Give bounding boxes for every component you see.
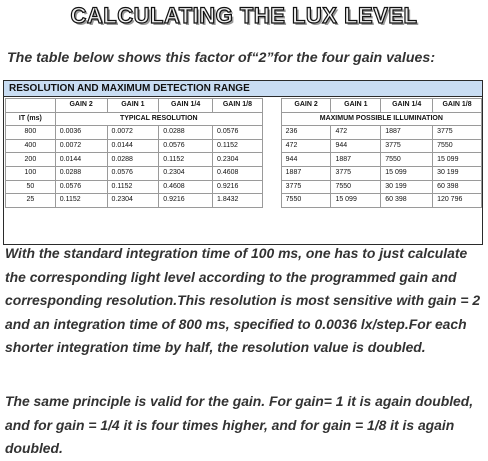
resolution-cell: 0.0288 xyxy=(107,153,159,167)
paragraph-1-line: With the standard integration time of 100 ms, one has to just calculate xyxy=(5,245,468,261)
paragraph-2 xyxy=(5,390,485,461)
it-header: IT (ms) xyxy=(6,112,56,126)
max-gain-header: GAIN 1 xyxy=(331,99,381,113)
paragraph-1-line: shorter integration time by half, the resolution value is doubled. xyxy=(5,339,426,355)
max-gain-header: GAIN 1/4 xyxy=(381,99,433,113)
resolution-cell: 0.0036 xyxy=(55,126,107,140)
max-illumination-cell: 3775 xyxy=(331,166,381,180)
max-illumination-cell: 236 xyxy=(281,126,331,140)
max-illumination-cell: 15 099 xyxy=(433,153,482,167)
resolution-cell: 0.4608 xyxy=(159,180,213,194)
column-gap xyxy=(262,99,281,113)
column-gap xyxy=(262,139,281,153)
table-row xyxy=(6,166,482,180)
max-illumination-cell: 30 199 xyxy=(381,180,433,194)
max-illumination-cell: 7550 xyxy=(331,180,381,194)
max-illumination-cell: 15 099 xyxy=(381,166,433,180)
resolution-cell: 0.1152 xyxy=(213,139,263,153)
max-illumination-cell: 1887 xyxy=(381,126,433,140)
max-illumination-cell: 1887 xyxy=(281,166,331,180)
max-illumination-header: MAXIMUM POSSIBLE ILLUMINATION xyxy=(281,112,481,126)
paragraph-2-line: doubled. xyxy=(5,440,63,456)
intro-text: The table below shows this factor of“2”for the four gain values: xyxy=(7,50,436,66)
paragraph-1-line: corresponding resolution.This resolution is most sensitive with gain = 2 xyxy=(5,292,481,308)
paragraph-2-line: and for gain = 1/4 it is four times higher, and for gain = 1/8 it is again xyxy=(5,416,455,433)
max-illumination-cell: 472 xyxy=(331,126,381,140)
it-cell: 800 xyxy=(6,126,56,140)
max-illumination-cell: 30 199 xyxy=(433,166,482,180)
table-row xyxy=(6,180,482,194)
table-row xyxy=(6,153,482,167)
max-illumination-cell: 3775 xyxy=(281,180,331,194)
table-title: RESOLUTION AND MAXIMUM DETECTION RANGE xyxy=(4,81,482,97)
max-illumination-cell: 472 xyxy=(281,139,331,153)
resolution-cell: 0.0144 xyxy=(107,139,159,153)
max-illumination-cell: 120 796 xyxy=(433,194,482,208)
section-header-row xyxy=(6,112,482,126)
column-gap xyxy=(262,194,281,208)
max-illumination-cell: 60 398 xyxy=(381,194,433,208)
column-gap xyxy=(262,112,281,126)
paragraph-2-line: The same principle is valid for the gain. For gain= 1 it is again doubled, xyxy=(5,393,474,409)
resolution-cell: 0.1152 xyxy=(55,194,107,208)
resolution-cell: 0.9216 xyxy=(213,180,263,194)
typical-resolution-header: TYPICAL RESOLUTION xyxy=(55,112,262,126)
max-gain-header: GAIN 1/8 xyxy=(433,99,482,113)
res-gain-header: GAIN 1/4 xyxy=(159,99,213,113)
it-cell: 25 xyxy=(6,194,56,208)
max-illumination-cell: 1887 xyxy=(331,153,381,167)
lux-table xyxy=(5,98,482,208)
resolution-cell: 0.0144 xyxy=(55,153,107,167)
resolution-cell: 0.9216 xyxy=(159,194,213,208)
header-empty-cell xyxy=(6,99,56,113)
resolution-cell: 0.0576 xyxy=(107,166,159,180)
lux-table-frame xyxy=(3,80,483,245)
resolution-cell: 0.0288 xyxy=(55,166,107,180)
resolution-cell: 0.0576 xyxy=(55,180,107,194)
it-cell: 400 xyxy=(6,139,56,153)
resolution-cell: 0.2304 xyxy=(213,153,263,167)
resolution-cell: 0.2304 xyxy=(159,166,213,180)
table-row xyxy=(6,194,482,208)
max-illumination-cell: 944 xyxy=(331,139,381,153)
resolution-cell: 0.1152 xyxy=(159,153,213,167)
it-cell: 200 xyxy=(6,153,56,167)
paragraph-1-line: and an integration time of 800 ms, specified to 0.0036 lx/step.For each xyxy=(5,315,467,332)
resolution-cell: 0.0576 xyxy=(213,126,263,140)
max-illumination-cell: 15 099 xyxy=(331,194,381,208)
max-illumination-cell: 3775 xyxy=(381,139,433,153)
max-illumination-cell: 944 xyxy=(281,153,331,167)
paragraph-1 xyxy=(5,242,485,360)
resolution-cell: 0.4608 xyxy=(213,166,263,180)
resolution-cell: 0.2304 xyxy=(107,194,159,208)
column-gap xyxy=(262,153,281,167)
table-row xyxy=(6,139,482,153)
resolution-cell: 0.0072 xyxy=(55,139,107,153)
max-gain-header: GAIN 2 xyxy=(281,99,331,113)
page-title: CALCULATING THE LUX LEVEL xyxy=(70,3,418,28)
res-gain-header: GAIN 1/8 xyxy=(213,99,263,113)
max-illumination-cell: 7550 xyxy=(433,139,482,153)
resolution-cell: 0.0288 xyxy=(159,126,213,140)
table-row xyxy=(6,126,482,140)
resolution-cell: 0.0576 xyxy=(159,139,213,153)
column-gap xyxy=(262,180,281,194)
column-gap xyxy=(262,126,281,140)
it-cell: 50 xyxy=(6,180,56,194)
max-illumination-cell: 7550 xyxy=(281,194,331,208)
res-gain-header: GAIN 1 xyxy=(107,99,159,113)
res-gain-header: GAIN 2 xyxy=(55,99,107,113)
resolution-cell: 0.1152 xyxy=(107,180,159,194)
max-illumination-cell: 7550 xyxy=(381,153,433,167)
column-gap xyxy=(262,166,281,180)
it-cell: 100 xyxy=(6,166,56,180)
resolution-cell: 0.0072 xyxy=(107,126,159,140)
max-illumination-cell: 3775 xyxy=(433,126,482,140)
gain-header-row xyxy=(6,99,482,113)
paragraph-1-line: the corresponding light level according to the programmed gain and xyxy=(5,268,457,285)
resolution-cell: 1.8432 xyxy=(213,194,263,208)
max-illumination-cell: 60 398 xyxy=(433,180,482,194)
lux-table-body xyxy=(6,99,482,208)
